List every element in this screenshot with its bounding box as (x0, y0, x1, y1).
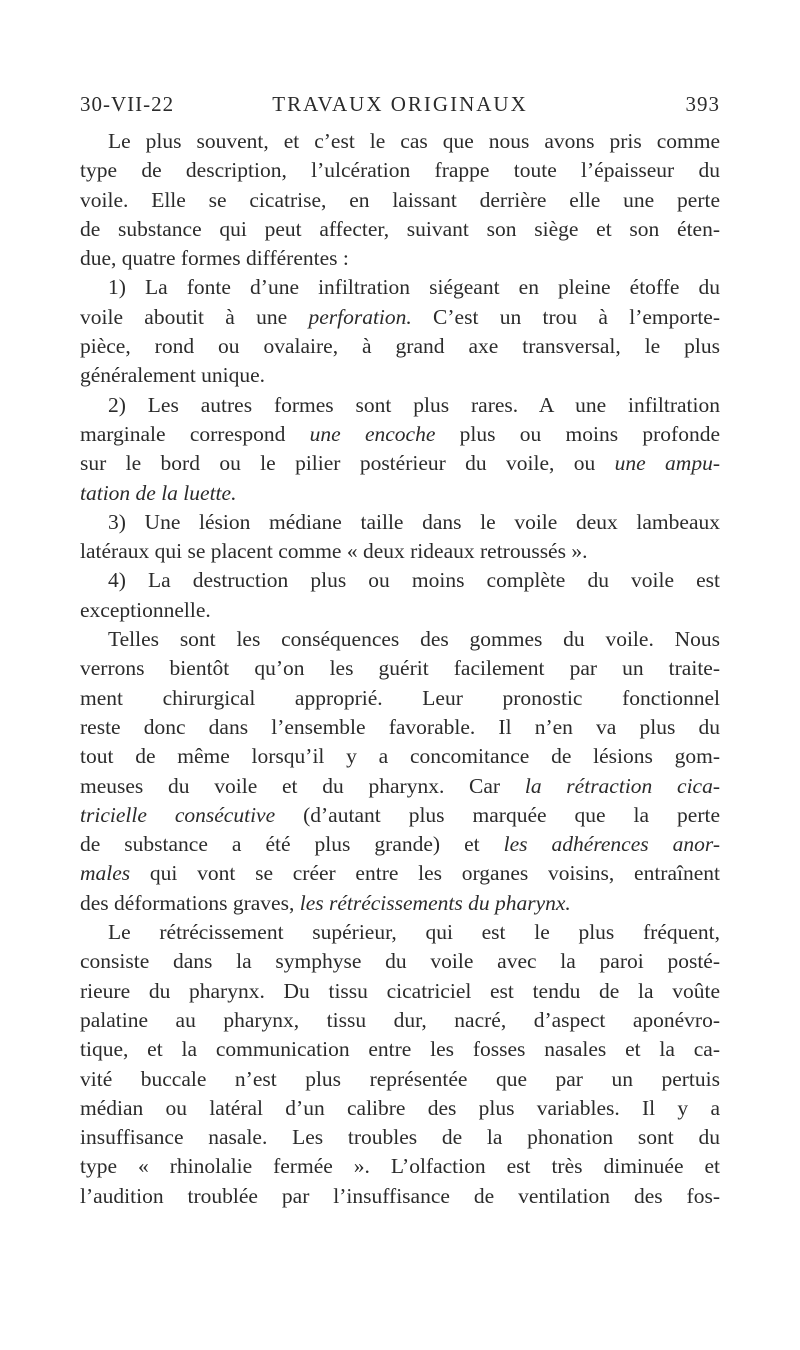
text-line (80, 537, 720, 566)
text-line (80, 186, 720, 215)
text-segment: Telles sont les conséquences des gommes du voile. Nous (108, 627, 720, 652)
text-line (80, 361, 720, 390)
text-line (80, 1035, 720, 1064)
text-segment: consiste dans la symphyse du voile avec la paroi posté- (80, 949, 720, 974)
italic-text: les adhérences anor- (503, 832, 720, 857)
text-segment: 2) Les autres formes sont plus rares. A une infiltration (108, 392, 720, 417)
text-segment: l’audition troublée par l’insuffisance de ventilation des fos- (80, 1183, 720, 1208)
text-segment: qui vont se créer entre les organes voisins, entraînent (130, 861, 720, 886)
text-line (80, 479, 720, 508)
text-segment: sur le bord ou le pilier postérieur du voile, ou (80, 451, 615, 476)
text-line (80, 273, 720, 302)
text-line (80, 1006, 720, 1035)
text-segment: 3) Une lésion médiane taille dans le voile deux lambeaux (108, 509, 720, 534)
text-segment: palatine au pharynx, tissu dur, nacré, d’aspect aponévro- (80, 1007, 720, 1032)
text-segment: des déformations graves, (80, 890, 300, 915)
italic-text: tricielle consécutive (80, 802, 276, 827)
text-line (80, 1065, 720, 1094)
text-line (80, 508, 720, 537)
text-line (80, 772, 720, 801)
text-line (80, 566, 720, 595)
text-segment: vité buccale n’est plus représentée que par un pertuis (80, 1066, 720, 1091)
text-line (80, 1123, 720, 1152)
text-segment: marginale correspond (80, 421, 310, 446)
text-segment: reste donc dans l’ensemble favorable. Il n’en va plus du (80, 714, 720, 739)
text-segment: voile aboutit à une (80, 304, 309, 329)
text-segment: médian ou latéral d’un calibre des plus variables. Il y a (80, 1095, 720, 1120)
text-segment: 1) La fonte d’une infiltration siégeant en pleine étoffe du (108, 275, 720, 300)
text-segment: Le plus souvent, et c’est le cas que nous avons pris comme (108, 129, 720, 153)
text-line (80, 889, 720, 918)
text-line (80, 1152, 720, 1181)
text-segment: rieure du pharynx. Du tissu cicatriciel est tendu de la voûte (80, 978, 720, 1003)
italic-text: perforation. (308, 304, 412, 329)
text-segment: tique, et la communication entre les fosses nasales et la ca- (80, 1037, 720, 1062)
italic-text: une encoche (309, 421, 436, 446)
text-segment: 4) La destruction plus ou moins complète du voile est (108, 568, 720, 593)
italic-text: males (80, 861, 131, 886)
text-segment: type « rhinolalie fermée ». L’olfaction est très diminuée et (80, 1154, 720, 1179)
text-line (80, 449, 720, 478)
italic-text: les rétrécissements du pharynx. (299, 890, 571, 915)
header-section-title: TRAVAUX ORIGINAUX (272, 92, 528, 116)
text-line (80, 918, 720, 947)
text-segment: C’est un trou à l’emporte- (411, 304, 720, 329)
text-segment: Le rétrécissement supérieur, qui est le plus fréquent, (108, 920, 720, 945)
text-line (80, 156, 720, 185)
text-segment: insuffisance nasale. Les troubles de la phonation sont du (80, 1125, 720, 1150)
text-segment: de substance qui peut affecter, suivant son siège et son éten- (80, 216, 720, 241)
text-line (80, 713, 720, 742)
text-line (80, 303, 720, 332)
body-text (80, 127, 720, 1211)
text-line (80, 742, 720, 771)
text-segment: (d’autant plus marquée que la perte (275, 802, 720, 827)
text-line (80, 684, 720, 713)
text-line (80, 830, 720, 859)
text-line (80, 654, 720, 683)
text-segment: plus ou moins profonde (435, 421, 720, 446)
text-segment: voile. Elle se cicatrise, en laissant derrière elle une perte (80, 187, 720, 212)
text-segment: pièce, rond ou ovalaire, à grand axe transversal, le plus (80, 334, 720, 359)
running-header (80, 92, 720, 122)
text-line (80, 215, 720, 244)
text-line (80, 801, 720, 830)
text-segment: de substance a été plus grande) et (80, 832, 504, 857)
text-segment: tout de même lorsqu’il y a concomitance de lésions gom- (80, 744, 720, 769)
text-line (80, 332, 720, 361)
text-line (80, 244, 720, 273)
text-line (80, 947, 720, 976)
italic-text: tation de la luette. (80, 480, 237, 505)
text-line (80, 127, 720, 156)
text-line (80, 625, 720, 654)
text-segment: meuses du voile et du pharynx. Car (80, 773, 525, 798)
text-line (80, 1094, 720, 1123)
italic-text: une ampu- (614, 451, 720, 476)
text-line (80, 977, 720, 1006)
text-segment: généralement unique. (80, 363, 266, 388)
text-segment: due, quatre formes différentes : (80, 246, 349, 271)
text-line (80, 1182, 720, 1211)
text-line (80, 859, 720, 888)
text-segment: verrons bientôt qu’on les guérit facilement par un traite- (80, 656, 720, 681)
text-segment: exceptionnelle. (80, 597, 211, 622)
text-line (80, 420, 720, 449)
header-date: 30-VII-22 (80, 92, 175, 116)
text-line (80, 596, 720, 625)
italic-text: la rétraction cica- (524, 773, 721, 798)
page-number: 393 (685, 92, 720, 116)
text-line (80, 391, 720, 420)
text-segment: ment chirurgical approprié. Leur pronostic fonctionnel (80, 685, 720, 710)
text-segment: type de description, l’ulcération frappe toute l’épaisseur du (80, 158, 720, 183)
text-segment: latéraux qui se placent comme « deux rideaux retroussés ». (80, 539, 588, 564)
